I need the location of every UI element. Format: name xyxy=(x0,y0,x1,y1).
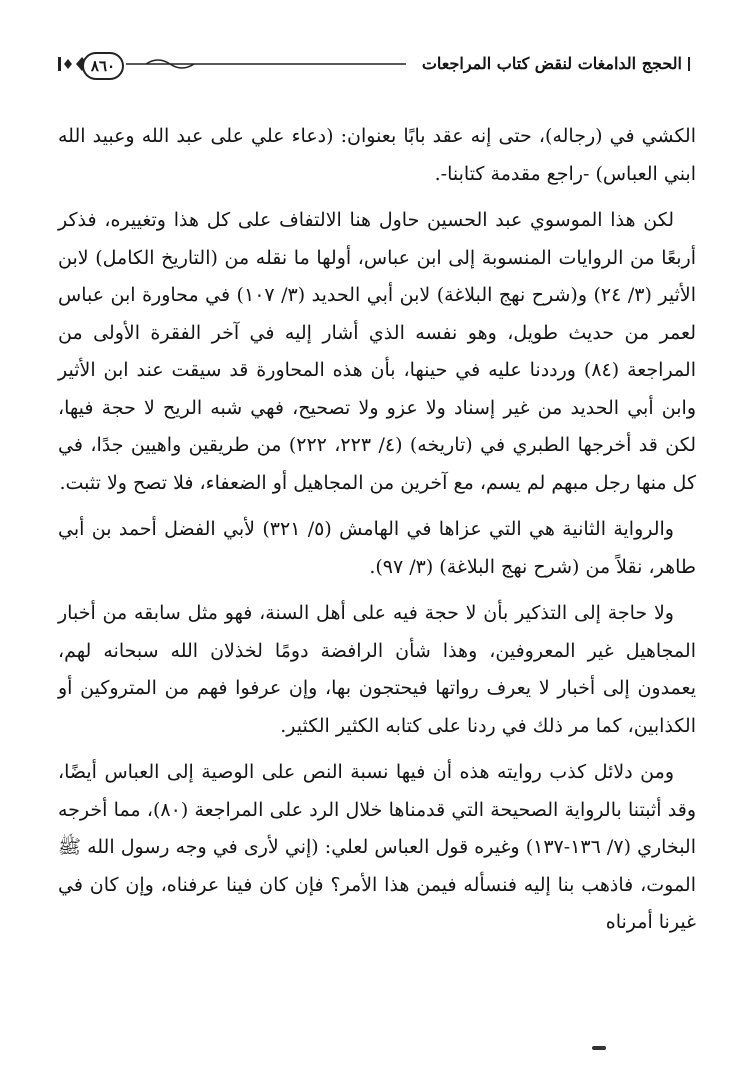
paragraph: ولا حاجة إلى التذكير بأن لا حجة فيه على أهل السنة، فهو مثل سابقه من أخبار المجاهيل غير المعروفين، وهذا شأن الرافضة دومًا لخذلان الله سبحانه لهم، يعمدون إلى أخبار لا يعرف رواتها فيحتجون بها، وإن عرفوا فهم من المتروكين أو الكذابين، كما مر ذلك في ردنا على كتابه الكثير الكثير. xyxy=(58,602,696,737)
page-number: ٨٦٠ xyxy=(82,52,124,80)
page-header xyxy=(56,44,692,84)
paragraph: لكن هذا الموسوي عبد الحسين حاول هنا الالتفاف على كل هذا وتغييره، فذكر أربعًا من الروايات المنسوبة إلى ابن عباس، أولها ما نقله من (التاريخ الكامل) لابن الأثير (٣/ ٢٤) و(شرح نهج البلاغة) لابن أبي الحديد (٣/ ١٠٧) في محاورة ابن عباس لعمر من حديث طويل، وهو نفسه الذي أشار إليه في آخر الفقرة الأولى من المراجعة (٨٤) ورددنا عليه في حينها، بأن هذه المحاورة قد سيقت عند ابن الأثير وابن أبي الحديد من غير إسناد ولا عزو ولا تصحيح، فهي شبه الريح لا حجة فيها، لكن قد أخرجها الطبري في (تاريخه) (٤/ ٢٢٣، ٢٢٢) من طريقين واهيين جدًا، في كل منها رجل مبهم لم يسم، مع آخرين من المجاهيل أو الضعفاء، فلا تصح ولا تثبت. xyxy=(58,209,697,494)
book-title: الحجج الدامغات لنقض كتاب المراجعات xyxy=(416,54,688,73)
paragraph: الكشي في (رجاله)، حتى إنه عقد بابًا بعنوان: (دعاء علي على عبد الله وعبيد الله ابني العباس) -راجع مقدمة كتابنا-. xyxy=(58,125,696,185)
paragraph: ومن دلائل كذب روايته هذه أن فيها نسبة النص على الوصية إلى العباس أيضًا، وقد أثبتنا بالرواية الصحيحة التي قدمناها خلال الرد على المراجعة (٨٠)، مما أخرجه البخاري (٧/ ١٣٦-١٣٧) وغيره قول العباس لعلي: (إني لأرى في وجه رسول الله ﷺ الموت، فاذهب بنا إليه فنسأله فيمن هذا الأمر؟ فإن كان فينا عرفناه، وإن كان في غيرنا أمرناه xyxy=(58,761,697,933)
ink-mark xyxy=(592,1046,606,1050)
paragraph: والرواية الثانية هي التي عزاها في الهامش (٥/ ٣٢١) لأبي الفضل أحمد بن أبي طاهر، نقلاً من (شرح نهج البلاغة) (٣/ ٩٧). xyxy=(58,518,696,578)
body-text xyxy=(58,118,696,942)
